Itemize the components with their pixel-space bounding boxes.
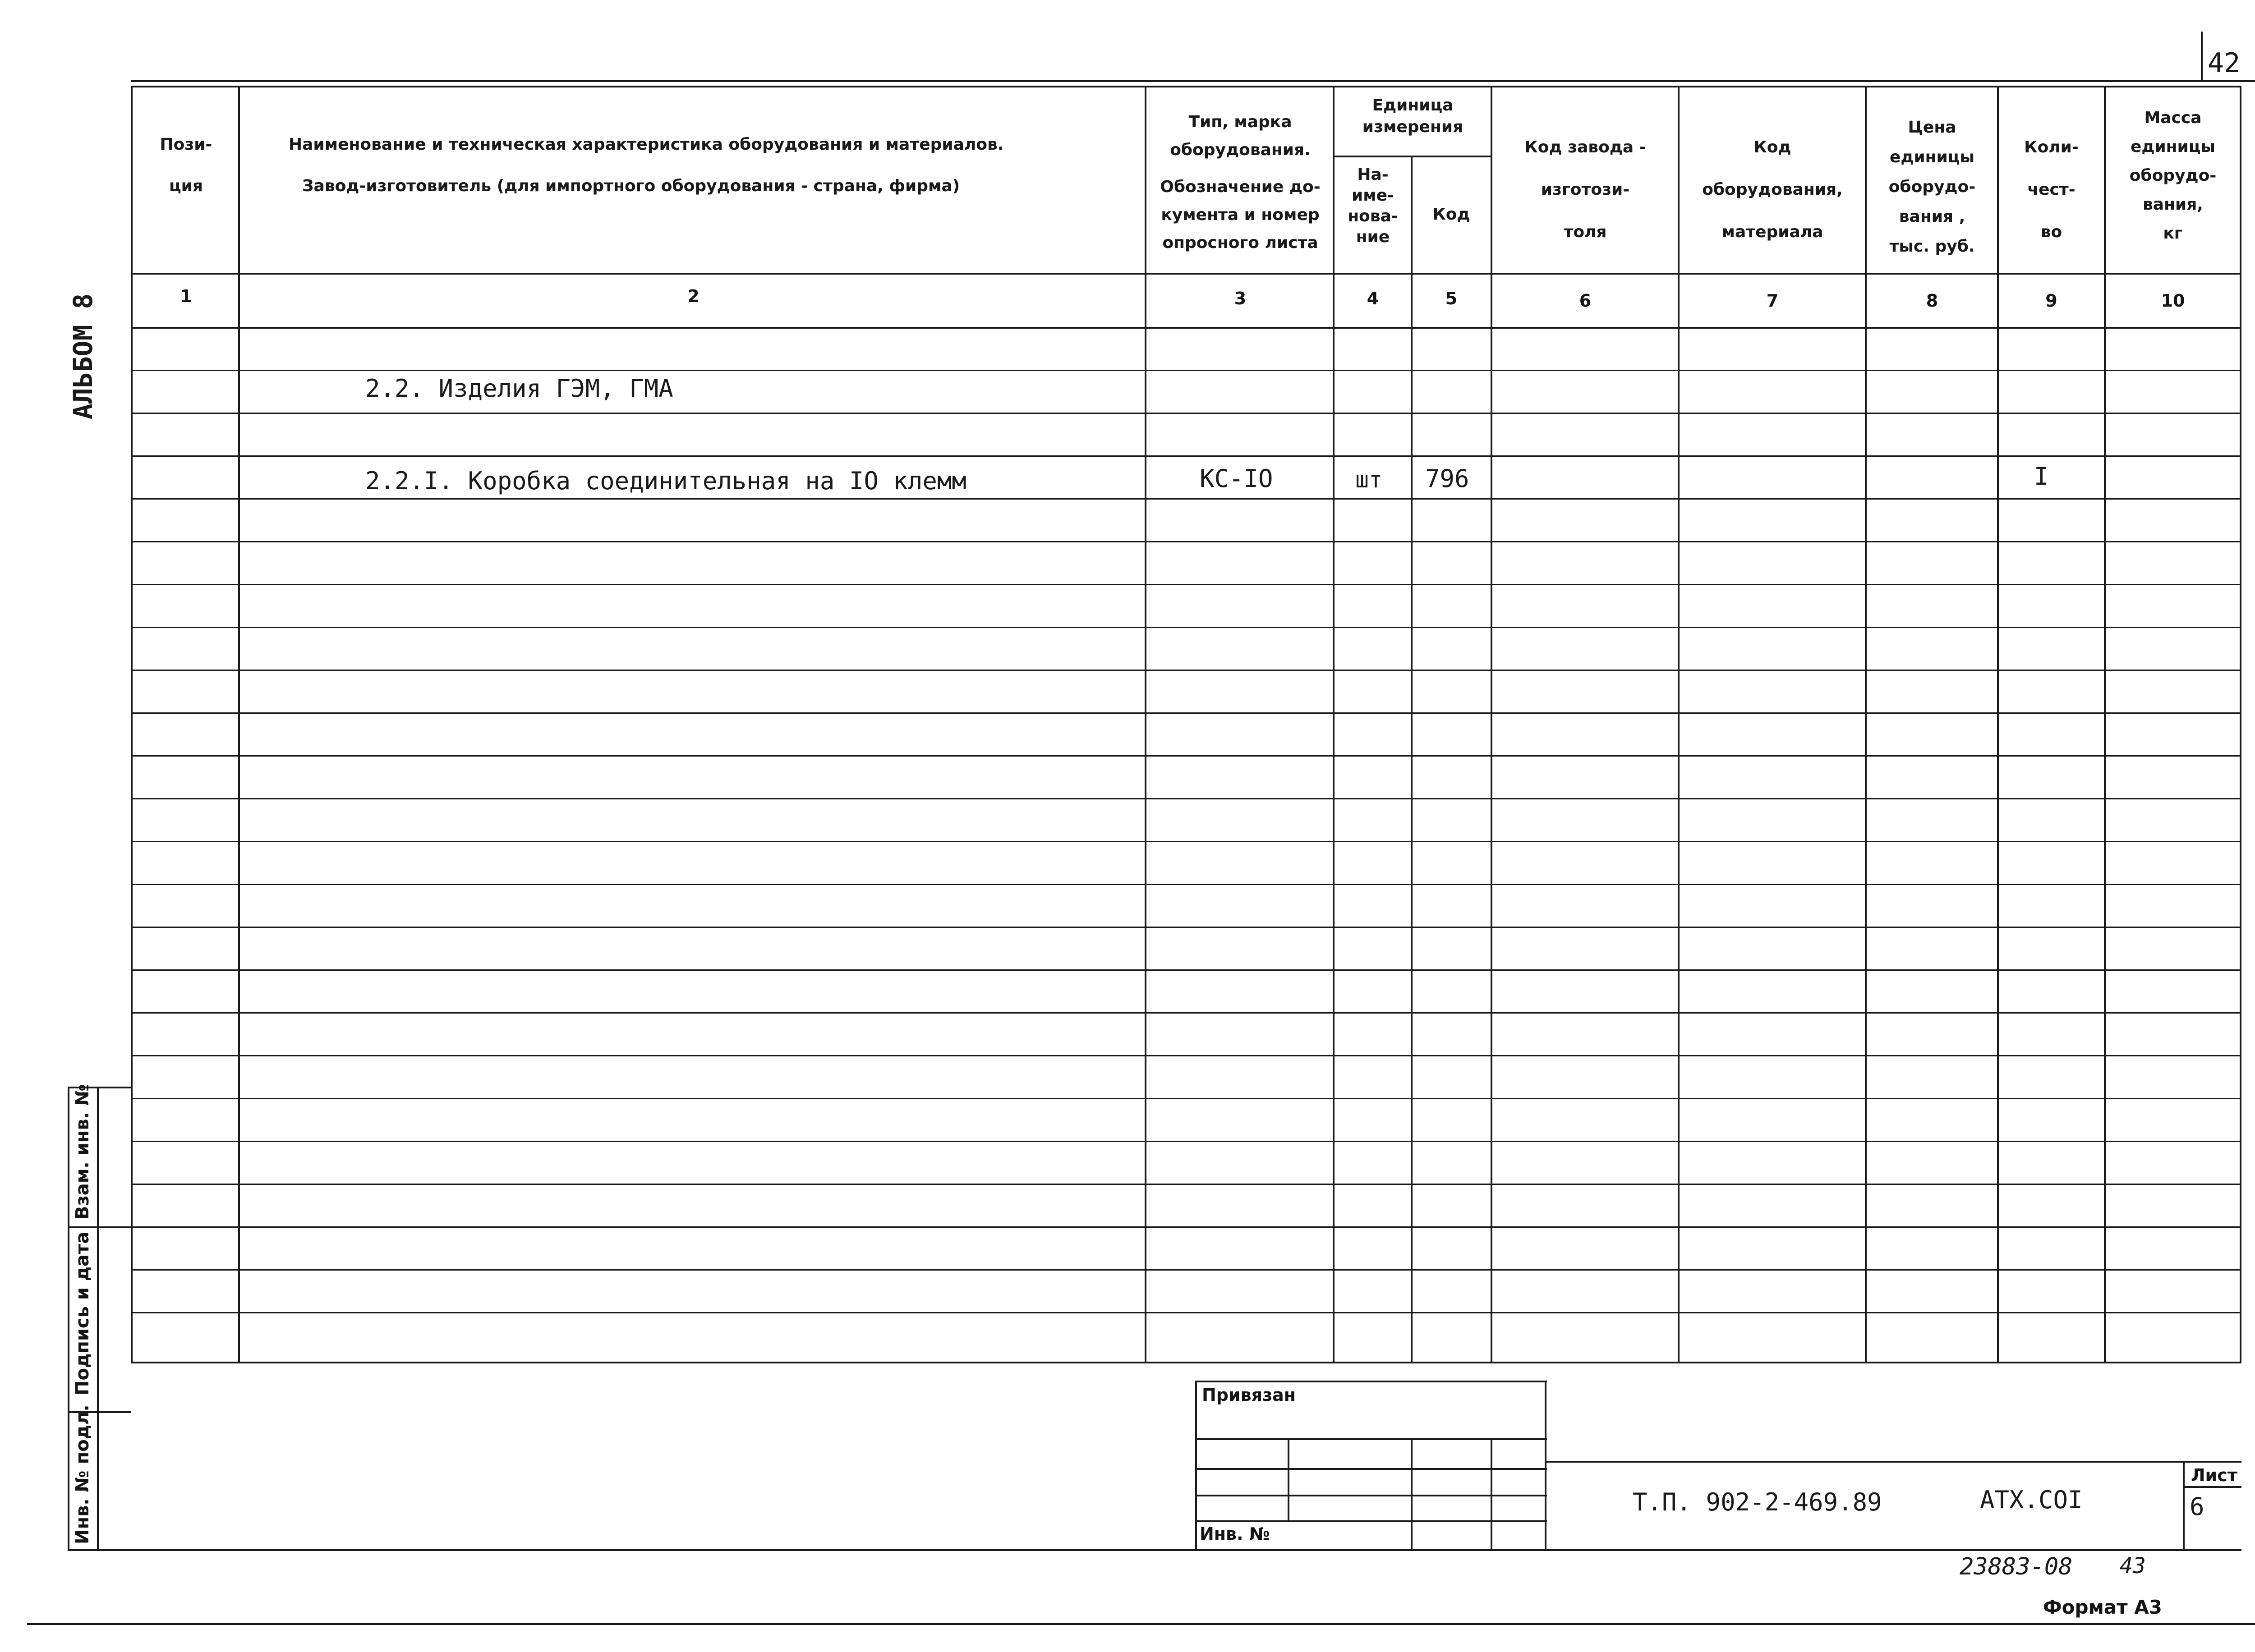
table-row-line (131, 798, 2241, 799)
table-row-line (131, 1141, 2241, 1142)
tb-sheet-number: 6 (2190, 1492, 2204, 1521)
tb-sheet-div (2183, 1486, 2241, 1488)
row-type: КС-IO (1200, 464, 1273, 493)
sheet-bottom-line (68, 1549, 2241, 1551)
col-line-5 (1491, 86, 1492, 1362)
table-row-line (131, 841, 2241, 842)
stamp-signature-date: Подпись и дата (72, 1231, 93, 1395)
table-row-line (131, 884, 2241, 885)
header-position: Пози- ция (160, 135, 212, 195)
tb-code: АТХ.COI (1980, 1486, 2083, 1514)
table-row-line (131, 1012, 2241, 1014)
format-label: Формат А3 (2043, 1596, 2162, 1618)
col-line-10 (2240, 86, 2241, 1362)
colnum-2: 2 (687, 286, 700, 306)
tb-c1 (1288, 1438, 1289, 1520)
col-line-2 (1145, 86, 1146, 1362)
colnum-8: 8 (1926, 291, 1938, 311)
tb-row2 (1195, 1468, 1547, 1470)
tb-sheet-label: Лист (2191, 1465, 2237, 1485)
archive-number: 23883-08 (1960, 1553, 2073, 1580)
col-line-7 (1865, 86, 1867, 1362)
archive-sheet-number: 43 (2120, 1553, 2146, 1579)
table-bottom-line (131, 1362, 2241, 1363)
header-type: Тип, марка оборудования. Обозначение до- кумента и номер опросного листа (1160, 113, 1321, 252)
table-row-line (131, 755, 2241, 757)
col-line-1 (238, 86, 240, 1362)
header-factory-code: Код завода - изготози- толя (1524, 138, 1646, 241)
stamp-original-inv: Инв. № подл. (72, 1404, 93, 1544)
col-line-3 (1333, 86, 1335, 1362)
header-quantity: Коли- чест- во (2024, 138, 2079, 241)
frame-top-line (131, 80, 2255, 82)
tb-bound-top (1195, 1381, 1547, 1382)
table-row-line (131, 1312, 2241, 1313)
table-row-line (131, 670, 2241, 671)
table-row-line (131, 455, 2241, 457)
table-row-line (131, 541, 2241, 542)
colnum-bottom (131, 327, 2241, 329)
colnum-4: 4 (1367, 289, 1379, 308)
colnum-9: 9 (2045, 291, 2057, 311)
col-line-0 (131, 86, 133, 1362)
table-row-line (131, 1055, 2241, 1056)
tb-row4 (1195, 1520, 1547, 1522)
table-row-line (131, 927, 2241, 928)
table-row-line (131, 1184, 2241, 1185)
row-unit: шт (1355, 467, 1383, 493)
tb-row3 (1195, 1495, 1547, 1496)
tb-designation: Т.П. 902-2-469.89 (1633, 1488, 1882, 1516)
tb-inv-label: Инв. № (1200, 1524, 1270, 1544)
header-unit-code: Код (1432, 205, 1470, 224)
frame-bottom-line (27, 1623, 2255, 1625)
table-row-line (131, 1098, 2241, 1099)
col-line-6 (1678, 86, 1680, 1362)
stamp-left (68, 1087, 69, 1551)
col-line-4 (1411, 156, 1413, 1362)
col-line-8 (1997, 86, 1999, 1362)
tb-bound-right (1545, 1381, 1546, 1549)
header-name: Наименование и техническая характеристика оборудования и материалов. Завод-изготовитель (для импортного оборудования - страна, фирма) (289, 135, 1004, 195)
table-row-line (131, 627, 2241, 628)
colnum-1: 1 (180, 286, 192, 306)
tb-sheet-left (2183, 1461, 2185, 1549)
tb-c3 (1491, 1438, 1492, 1549)
row-code: 796 (1425, 464, 1469, 493)
stamp-div1 (68, 1226, 131, 1228)
colnum-6: 6 (1579, 291, 1592, 311)
tb-bound-label: Привязан (1202, 1385, 1296, 1405)
colnum-7: 7 (1766, 291, 1779, 311)
row-name: 2.2.I. Коробка соединительная на IO клемм (365, 467, 966, 495)
tb-left (1195, 1381, 1197, 1549)
stamp-mid (97, 1087, 99, 1551)
stamp-replace-inv: Взам. инв. № (72, 1084, 93, 1220)
header-price: Цена единицы оборудо- вания , тыс. руб. (1888, 118, 1976, 256)
colnum-5: 5 (1445, 289, 1458, 308)
tb-main-top (1545, 1461, 2241, 1463)
table-row-line (131, 712, 2241, 714)
colnum-3: 3 (1234, 289, 1247, 308)
header-bottom (131, 273, 2241, 275)
page-number: 42 (2208, 47, 2241, 79)
tb-c2 (1411, 1438, 1413, 1549)
header-unit-name: На- име- нова- ние (1348, 165, 1398, 246)
table-row-line (131, 370, 2241, 371)
header-equipment-code: Код оборудования, материала (1702, 138, 1843, 241)
table-row-line (131, 1226, 2241, 1228)
table-row-line (131, 584, 2241, 585)
table-top (131, 86, 2241, 87)
tb-row1 (1195, 1438, 1547, 1440)
header-unit-group: Единица измерения (1362, 96, 1463, 136)
table-row-line (131, 969, 2241, 971)
colnum-10: 10 (2161, 291, 2185, 311)
page-number-box-edge (2201, 32, 2203, 81)
header-mass: Масса единицы оборудо- вания, кг (2129, 109, 2217, 243)
table-row-line (131, 413, 2241, 414)
table-row-line (131, 498, 2241, 500)
table-row-line (131, 1269, 2241, 1271)
album-label: АЛЬБОМ 8 (68, 293, 98, 419)
row-qty: I (2034, 462, 2049, 491)
col-line-9 (2104, 86, 2106, 1362)
section-heading: 2.2. Изделия ГЭМ, ГМА (365, 374, 673, 403)
